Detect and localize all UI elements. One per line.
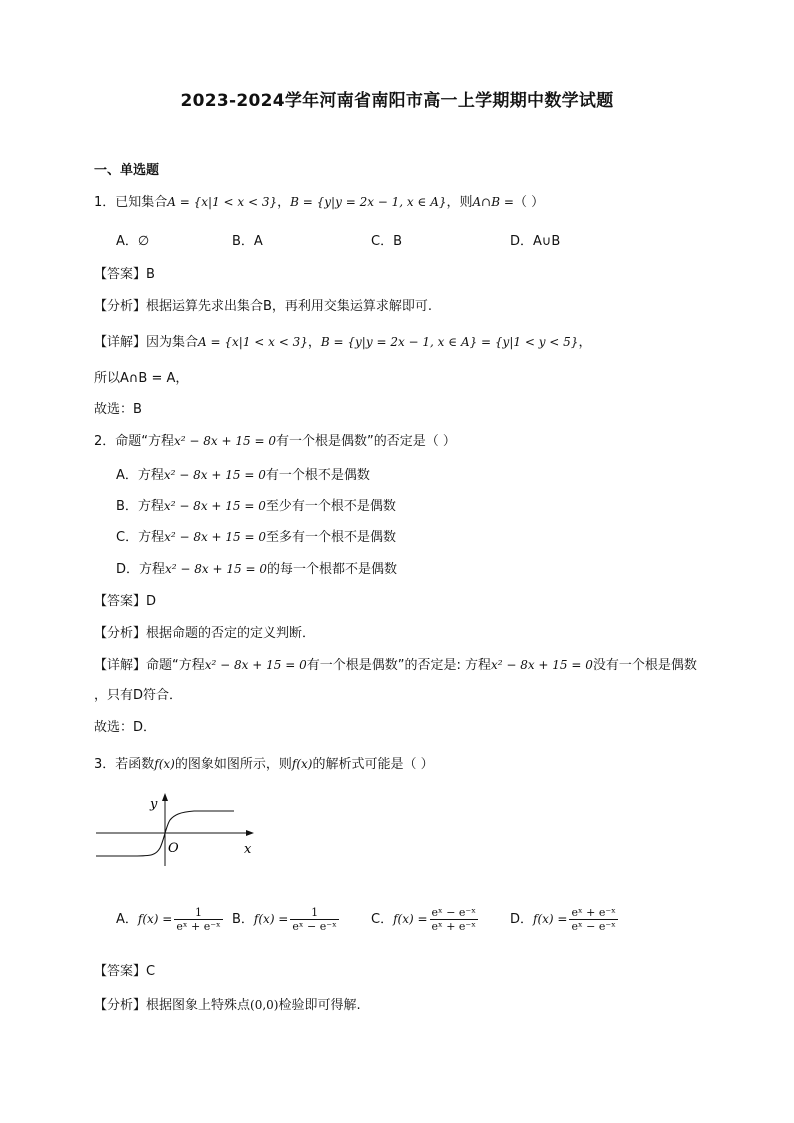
q2-stem-text: 2．命题“方程 xyxy=(94,434,175,449)
answer-tag: 【答案】 xyxy=(94,594,147,609)
q2-stem xyxy=(94,432,456,451)
q2-detail-line2: ，只有D符合． xyxy=(94,688,183,703)
q2-option-d-prefix: D．方程 xyxy=(116,562,166,577)
q1-detail-sep: ， xyxy=(307,335,321,350)
q2-option-d xyxy=(116,560,397,579)
q3-fx-2: f(x) xyxy=(291,757,313,771)
q3-option-d-fraction xyxy=(569,906,617,933)
q3-stem-text-c: 的解析式可能是（ ） xyxy=(312,757,434,772)
q1-detail-set-a: A = {x|1 < x < 3} xyxy=(198,335,308,349)
q3-option-c xyxy=(371,906,480,933)
q3-analysis xyxy=(94,996,361,1015)
detail-tag: 【详解】 xyxy=(94,335,147,350)
q1-option-d: D．A∪B xyxy=(510,234,561,249)
q2-detail-text-a: 命题“方程 xyxy=(146,658,205,673)
q3-option-d-lhs: f(x) = xyxy=(533,912,568,926)
q2-detail-text-c: 没有一个根是偶数 xyxy=(592,658,697,673)
q2-stem-text-b: 有一个根是偶数”的否定是（ ） xyxy=(275,434,456,449)
q2-option-a xyxy=(116,466,370,485)
fraction-denominator: eˣ + e⁻ˣ xyxy=(431,920,476,933)
q2-option-b xyxy=(116,497,396,516)
x-axis-label: x xyxy=(244,842,252,857)
q2-option-c xyxy=(116,528,396,547)
q3-option-a-fraction xyxy=(174,906,222,933)
q3-stem-text: 3．若函数 xyxy=(94,757,155,772)
fraction-numerator: eˣ − e⁻ˣ xyxy=(431,906,476,919)
q1-detail-end: ， xyxy=(578,335,592,350)
q3-option-b-fraction xyxy=(290,906,338,933)
q3-analysis-point: (0,0) xyxy=(250,998,279,1012)
q2-option-a-eq: x² − 8x + 15 = 0 xyxy=(163,468,266,482)
q3-option-a-lhs: f(x) = xyxy=(137,912,173,926)
fraction-denominator: eˣ + e⁻ˣ xyxy=(176,920,221,933)
q2-option-b-eq: x² − 8x + 15 = 0 xyxy=(163,499,266,513)
q1-answer xyxy=(94,266,155,284)
q3-option-c-label: C． xyxy=(371,912,394,927)
q1-sep: ， xyxy=(277,195,291,210)
q1-option-a: A．∅ xyxy=(116,234,150,249)
q1-set-b: B = {y|y = 2x − 1, x ∈ A} xyxy=(290,195,447,209)
q3-option-a-label: A． xyxy=(116,912,138,927)
analysis-tag: 【分析】 xyxy=(94,626,147,641)
q2-analysis xyxy=(94,625,315,643)
q1-stem-text-b: ，则 xyxy=(446,195,473,210)
answer-tag: 【答案】 xyxy=(94,964,147,979)
q3-answer-value: C xyxy=(146,964,156,979)
q2-answer xyxy=(94,593,156,611)
fraction-numerator: 1 xyxy=(174,906,222,920)
q1-answer-value: B xyxy=(146,267,155,282)
q3-option-a xyxy=(116,906,225,933)
q3-analysis-text-b: 检验即可得解. xyxy=(278,998,361,1013)
fraction-numerator: eˣ + e⁻ˣ xyxy=(571,906,616,919)
q1-detail-set-b: B = {y|y = 2x − 1, x ∈ A} = {y|1 < y < 5} xyxy=(320,335,579,349)
q1-stem-text: 1．已知集合 xyxy=(94,195,168,210)
x-axis-arrow-icon xyxy=(246,830,254,836)
q1-conclusion: 所以A∩B = A， xyxy=(94,371,189,386)
q3-option-d xyxy=(510,906,620,933)
origin-label: O xyxy=(168,841,179,856)
q2-detail-text-b: 有一个根是偶数”的否定是: 方程 xyxy=(306,658,491,673)
q1-paren: （ ） xyxy=(513,195,545,210)
analysis-tag: 【分析】 xyxy=(94,299,147,314)
q2-option-c-suffix: 至多有一个根不是偶数 xyxy=(266,530,397,545)
q3-answer xyxy=(94,963,155,981)
q1-analysis-text: 根据运算先求出集合B，再利用交集运算求解即可. xyxy=(146,299,433,314)
q2-analysis-text: 根据命题的否定的定义判断． xyxy=(146,626,316,641)
q2-option-c-prefix: C．方程 xyxy=(116,530,165,545)
function-graph xyxy=(94,788,264,868)
q3-analysis-text-a: 根据图象上特殊点 xyxy=(146,998,251,1013)
q2-option-d-eq: x² − 8x + 15 = 0 xyxy=(165,562,267,576)
q3-stem-text-b: 的图象如图所示，则 xyxy=(174,757,292,772)
section-heading: 一、单选题 xyxy=(94,163,160,178)
y-axis-arrow-icon xyxy=(162,793,168,801)
q1-option-c: C．B xyxy=(371,234,402,249)
fraction-numerator: 1 xyxy=(290,906,338,920)
answer-tag: 【答案】 xyxy=(94,267,147,282)
q2-equation: x² − 8x + 15 = 0 xyxy=(174,434,276,448)
q3-option-c-lhs: f(x) = xyxy=(393,912,428,926)
q2-option-d-suffix: 的每一个根都不是偶数 xyxy=(266,562,397,577)
q1-expr: A∩B = xyxy=(472,195,514,209)
q3-option-c-fraction xyxy=(430,906,478,933)
q2-option-b-suffix: 至少有一个根不是偶数 xyxy=(265,499,396,514)
q1-detail-text: 因为集合 xyxy=(146,335,199,350)
q2-option-a-prefix: A．方程 xyxy=(116,468,164,483)
q1-analysis xyxy=(94,298,432,316)
detail-tag: 【详解】 xyxy=(94,658,147,673)
fraction-denominator: eˣ − e⁻ˣ xyxy=(571,920,616,933)
q1-choose: 故选：B xyxy=(94,402,142,417)
q1-stem xyxy=(94,193,544,212)
q2-option-a-suffix: 有一个根不是偶数 xyxy=(265,468,370,483)
q3-stem xyxy=(94,755,434,774)
q3-option-d-label: D． xyxy=(510,912,534,927)
analysis-tag: 【分析】 xyxy=(94,998,147,1013)
q3-option-b xyxy=(232,906,341,933)
q2-detail-eq-2: x² − 8x + 15 = 0 xyxy=(490,658,593,672)
q3-option-b-label: B． xyxy=(232,912,254,927)
page-title: 2023-2024学年河南省南阳市高一上学期期中数学试题 xyxy=(180,91,614,111)
y-axis-label: y xyxy=(150,797,158,812)
q2-option-c-eq: x² − 8x + 15 = 0 xyxy=(164,530,267,544)
q2-answer-value: D xyxy=(146,594,157,609)
q1-detail xyxy=(94,333,591,352)
q3-option-b-lhs: f(x) = xyxy=(253,912,289,926)
q1-set-a: A = {x|1 < x < 3} xyxy=(167,195,278,209)
q3-fx-1: f(x) xyxy=(154,757,175,771)
q2-detail-eq-1: x² − 8x + 15 = 0 xyxy=(204,658,307,672)
q2-choose: 故选：D． xyxy=(94,720,157,735)
q2-option-b-prefix: B．方程 xyxy=(116,499,164,514)
q2-detail xyxy=(94,656,697,675)
fraction-denominator: eˣ − e⁻ˣ xyxy=(292,920,337,933)
q1-option-b: B．A xyxy=(232,234,263,249)
